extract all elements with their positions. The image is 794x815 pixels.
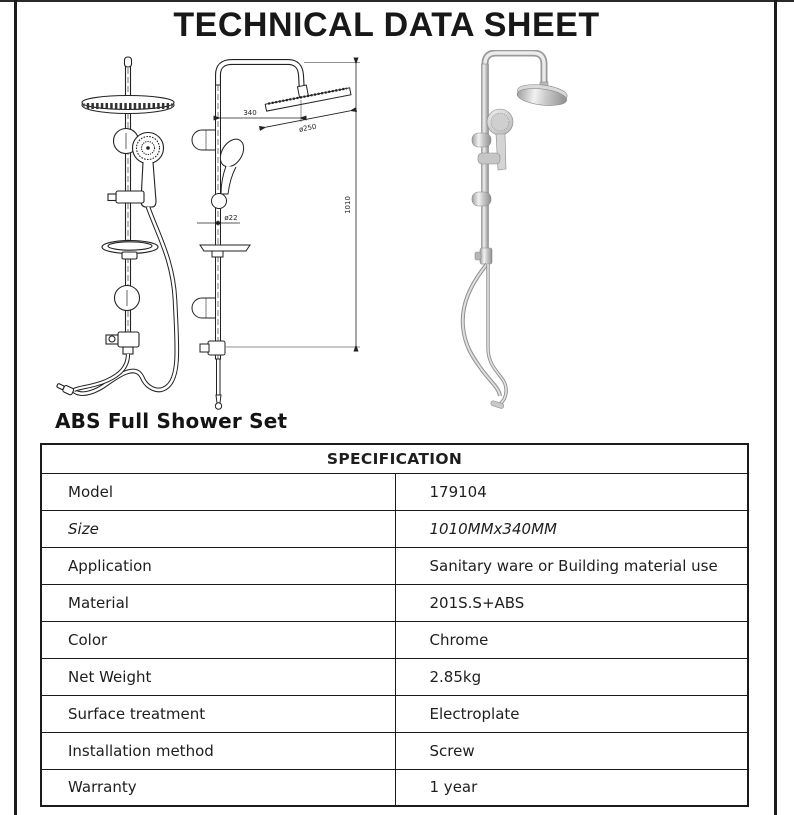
shower-set-product-render bbox=[430, 50, 595, 415]
spec-value: Sanitary ware or Building material use bbox=[395, 547, 748, 584]
spec-label: Net Weight bbox=[41, 658, 395, 695]
spec-row-size bbox=[41, 510, 748, 547]
diverter-valve bbox=[208, 341, 225, 355]
spec-row-material bbox=[41, 584, 748, 621]
spec-value: 2.85kg bbox=[395, 658, 748, 695]
spec-value: 179104 bbox=[395, 473, 748, 510]
spec-row-application bbox=[41, 547, 748, 584]
spec-value: Electroplate bbox=[395, 695, 748, 732]
page-border-left bbox=[14, 0, 17, 815]
spec-label: Application bbox=[41, 547, 395, 584]
rain-shower-head bbox=[516, 82, 568, 108]
spec-value: 1010MMx340MM bbox=[395, 510, 748, 547]
spec-label: Size bbox=[41, 510, 395, 547]
spec-table-title: SPECIFICATION bbox=[41, 444, 748, 473]
page-border-right bbox=[774, 0, 777, 815]
spec-row-surface-treatment bbox=[41, 695, 748, 732]
spec-row-net-weight bbox=[41, 658, 748, 695]
wall-bracket bbox=[192, 298, 215, 318]
spec-label: Model bbox=[41, 473, 395, 510]
spec-row-color bbox=[41, 621, 748, 658]
spec-row-model bbox=[41, 473, 748, 510]
specification-table bbox=[40, 443, 749, 807]
spec-value: 1 year bbox=[395, 769, 748, 806]
spec-value: Chrome bbox=[395, 621, 748, 658]
spec-value: Screw bbox=[395, 732, 748, 769]
shower-set-front-view-drawing bbox=[30, 55, 210, 415]
wall-bracket bbox=[472, 192, 491, 206]
spec-row-warranty bbox=[41, 769, 748, 806]
diverter-valve bbox=[480, 248, 492, 264]
spec-label: Warranty bbox=[41, 769, 395, 806]
soap-dish bbox=[200, 245, 250, 251]
wall-bracket bbox=[192, 130, 215, 150]
wall-bracket bbox=[472, 133, 491, 147]
spec-label: Installation method bbox=[41, 732, 395, 769]
page-border-top bbox=[0, 0, 794, 2]
rain-shower-head bbox=[263, 77, 351, 111]
dimension-arm-width: 340 bbox=[243, 109, 257, 117]
spec-label: Material bbox=[41, 584, 395, 621]
shower-hose bbox=[463, 264, 500, 396]
dimension-pole-diameter: ø22 bbox=[224, 214, 238, 222]
diverter-valve bbox=[118, 332, 139, 347]
dimension-head-diameter: ø250 bbox=[298, 122, 318, 134]
page-title: TECHNICAL DATA SHEET bbox=[173, 6, 600, 44]
dimension-overall-height: 1010 bbox=[344, 196, 352, 214]
spec-header-row bbox=[41, 444, 748, 473]
spec-label: Color bbox=[41, 621, 395, 658]
spec-row-installation-method bbox=[41, 732, 748, 769]
shower-set-dimension-drawing bbox=[188, 55, 390, 415]
spec-label: Surface treatment bbox=[41, 695, 395, 732]
product-heading: ABS Full Shower Set bbox=[55, 409, 288, 433]
spec-value: 201S.S+ABS bbox=[395, 584, 748, 621]
